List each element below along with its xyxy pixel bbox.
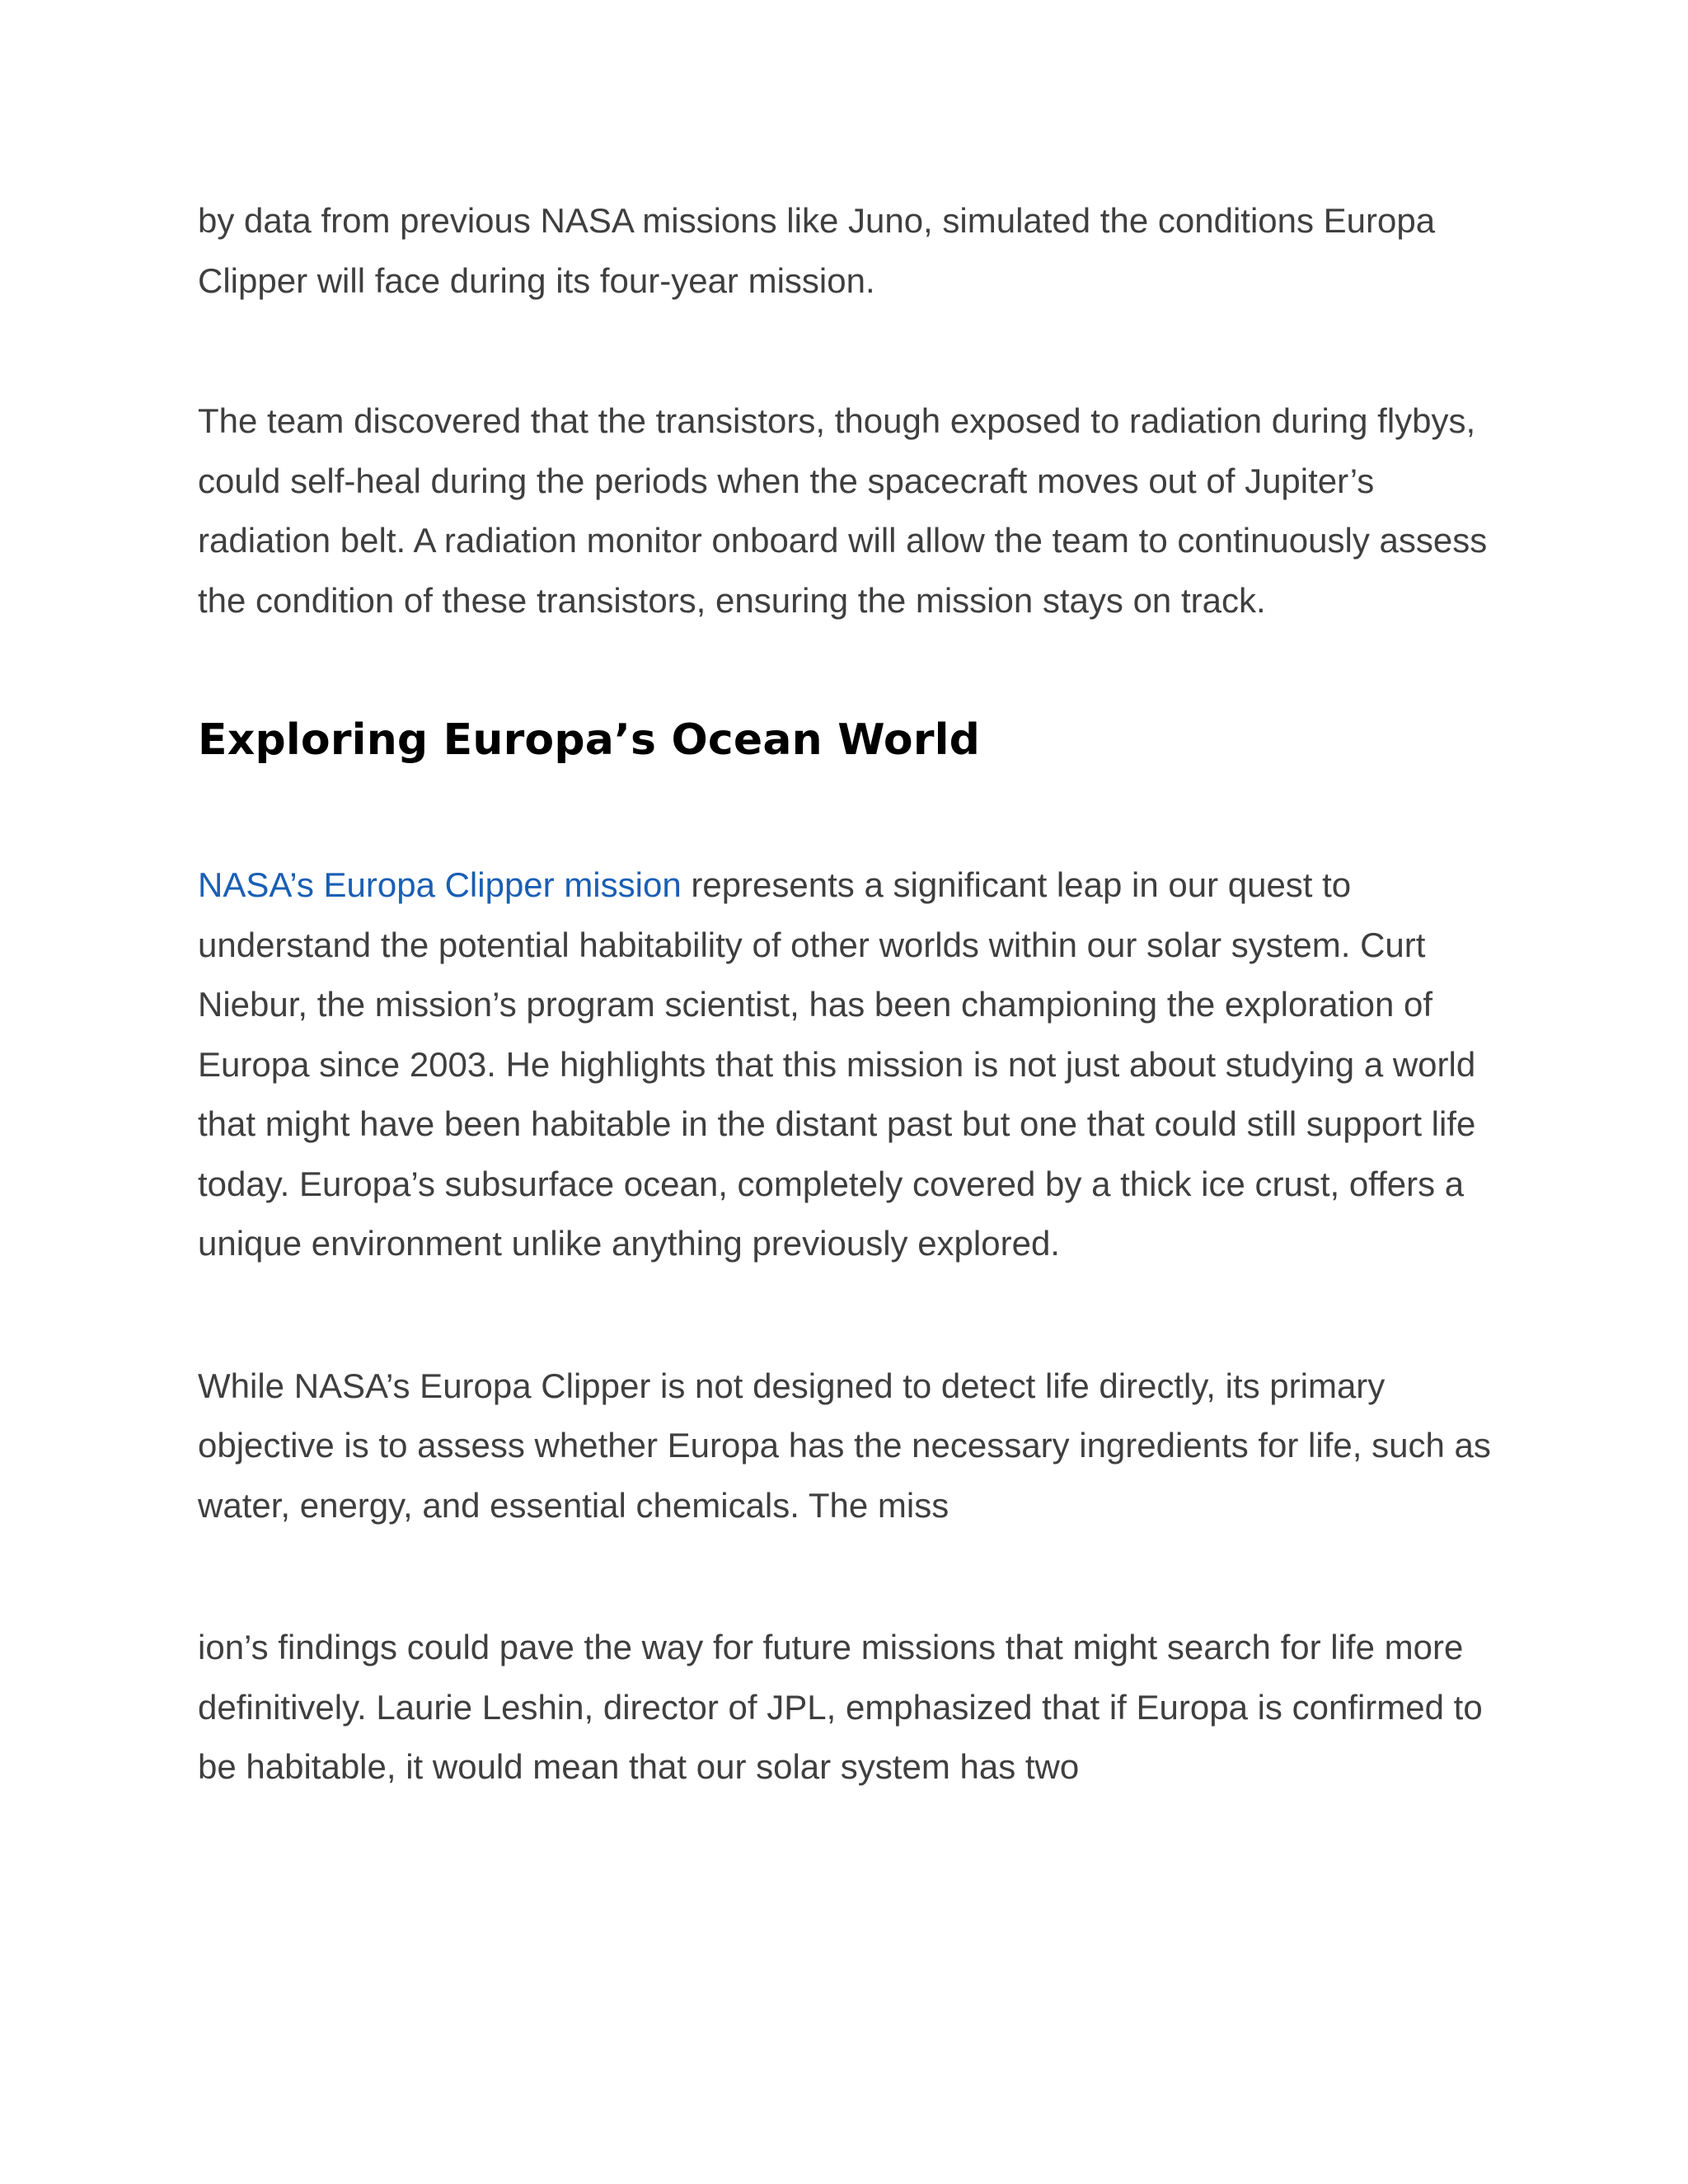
article-body	[198, 191, 1508, 1797]
paragraph-mission-overview	[198, 855, 1508, 1274]
paragraph-transistors: The team discovered that the transistors, though exposed to radiation during flybys, could self-heal during the periods when the spacecraft moves out of Jupiter’s radiation belt. A radiation monitor onboard will allow the team to continuously assess the condition of these transistors, ensuring the mission stays on track.	[198, 401, 1488, 620]
section-heading: Exploring Europa’s Ocean World	[198, 715, 981, 765]
paragraph-mission-findings: ion’s findings could pave the way for future missions that might search for life more definitively. Laurie Leshin, director of JPL, emphasized that if Europa is confirmed to be habitable, it would mean that our solar system has two	[198, 1628, 1483, 1786]
paragraph-juno-data: by data from previous NASA missions like Juno, simulated the conditions Europa Clipper will face during its four-year mission.	[198, 201, 1436, 300]
europa-clipper-mission-link[interactable]: NASA’s Europa Clipper mission	[198, 865, 682, 904]
paragraph-mission-overview-text: represents a significant leap in our quest to understand the potential habitability of other worlds within our solar system. Curt Niebur, the mission’s program scientist, has been championing the exploration of Europa since 2003. He highlights that this mission is not just about studying a world that might have been habitable in the distant past but one that could still support life today. Europa’s subsurface ocean, completely covered by a thick ice crust, offers a unique environment unlike anything previously explored.	[198, 865, 1476, 1263]
paragraph-mission-objective: While NASA’s Europa Clipper is not designed to detect life directly, its primary objective is to assess whether Europa has the necessary ingredients for life, such as water, energy, and essential chemicals. The miss	[198, 1366, 1491, 1525]
